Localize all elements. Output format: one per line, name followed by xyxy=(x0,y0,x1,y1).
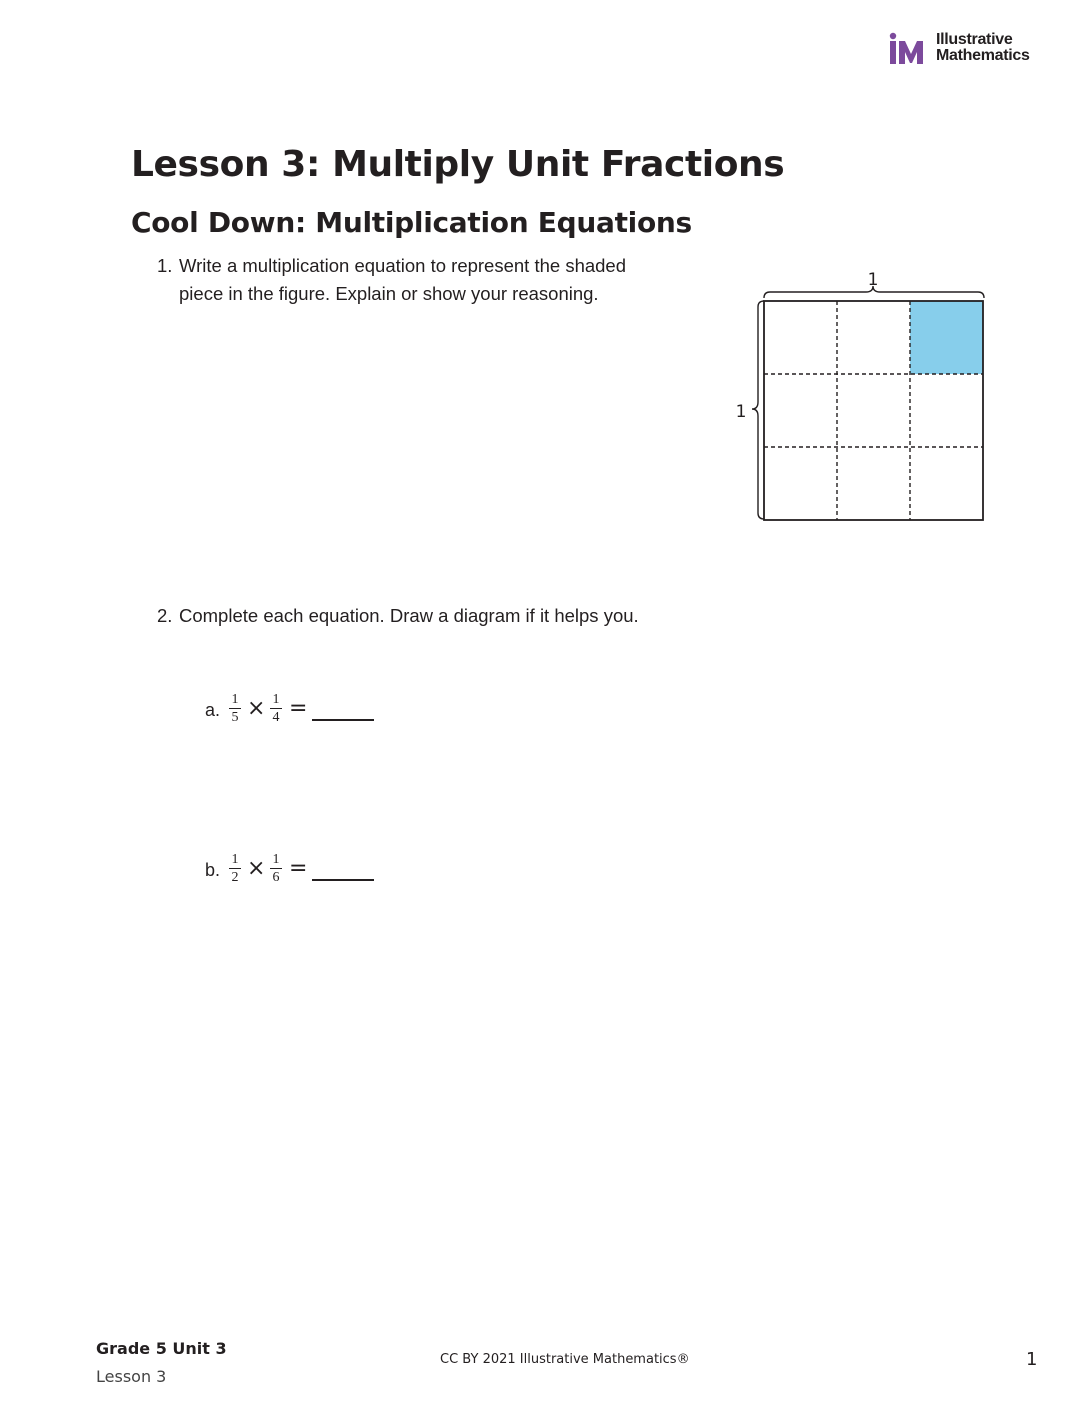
numerator: 1 xyxy=(272,852,280,867)
fraction-bar xyxy=(229,708,241,709)
fraction-one-half xyxy=(228,852,242,885)
shaded-piece xyxy=(910,301,983,374)
area-model-svg xyxy=(730,262,1000,532)
section-title: Cool Down: Multiplication Equations xyxy=(131,206,692,239)
fraction-one-sixth xyxy=(269,852,283,885)
question-1-line1: Write a multiplication equation to represent the shaded xyxy=(179,255,627,276)
numerator: 1 xyxy=(272,692,280,707)
denominator: 5 xyxy=(231,710,239,725)
denominator: 6 xyxy=(272,870,280,885)
equation-a-label: a. xyxy=(205,700,221,720)
logo-line1: Illustrative xyxy=(936,31,1013,48)
denominator: 2 xyxy=(231,870,239,885)
fraction-bar xyxy=(270,708,282,709)
top-side-label: 1 xyxy=(867,270,879,290)
equals-sign: = xyxy=(289,696,308,721)
logo-line2: Mathematics xyxy=(936,47,1030,64)
left-brace xyxy=(752,301,764,519)
footer-lesson: Lesson 3 xyxy=(96,1367,167,1386)
answer-blank-b[interactable] xyxy=(312,879,374,881)
fraction-one-fifth xyxy=(228,692,242,725)
logo-wordmark xyxy=(936,32,1030,64)
page-number: 1 xyxy=(1026,1349,1038,1370)
times-sign: × xyxy=(247,696,266,721)
fraction-bar xyxy=(270,868,282,869)
left-side-label: 1 xyxy=(735,402,747,422)
question-2-number: 2. xyxy=(157,605,173,626)
equation-b-label: b. xyxy=(205,860,221,880)
fraction-bar xyxy=(229,868,241,869)
question-1-number: 1. xyxy=(157,255,173,276)
area-model-figure xyxy=(730,262,1000,532)
illustrative-mathematics-logo xyxy=(888,30,1048,70)
times-sign: × xyxy=(247,856,266,881)
equation-b xyxy=(205,852,425,892)
footer-course-info xyxy=(96,1335,227,1391)
numerator: 1 xyxy=(231,692,239,707)
footer-grade-unit: Grade 5 Unit 3 xyxy=(96,1339,227,1358)
numerator: 1 xyxy=(231,852,239,867)
lesson-title: Lesson 3: Multiply Unit Fractions xyxy=(131,144,785,185)
fraction-one-fourth xyxy=(269,692,283,725)
im-logo-mark xyxy=(888,32,930,66)
question-1-text xyxy=(179,252,626,308)
answer-blank-a[interactable] xyxy=(312,719,374,721)
denominator: 4 xyxy=(272,710,280,725)
equation-a xyxy=(205,692,425,732)
equals-sign: = xyxy=(289,856,308,881)
question-1-line2: piece in the figure. Explain or show your reasoning. xyxy=(179,283,599,304)
question-2-text: Complete each equation. Draw a diagram if it helps you. xyxy=(179,605,639,626)
footer-license: CC BY 2021 Illustrative Mathematics® xyxy=(440,1352,690,1367)
